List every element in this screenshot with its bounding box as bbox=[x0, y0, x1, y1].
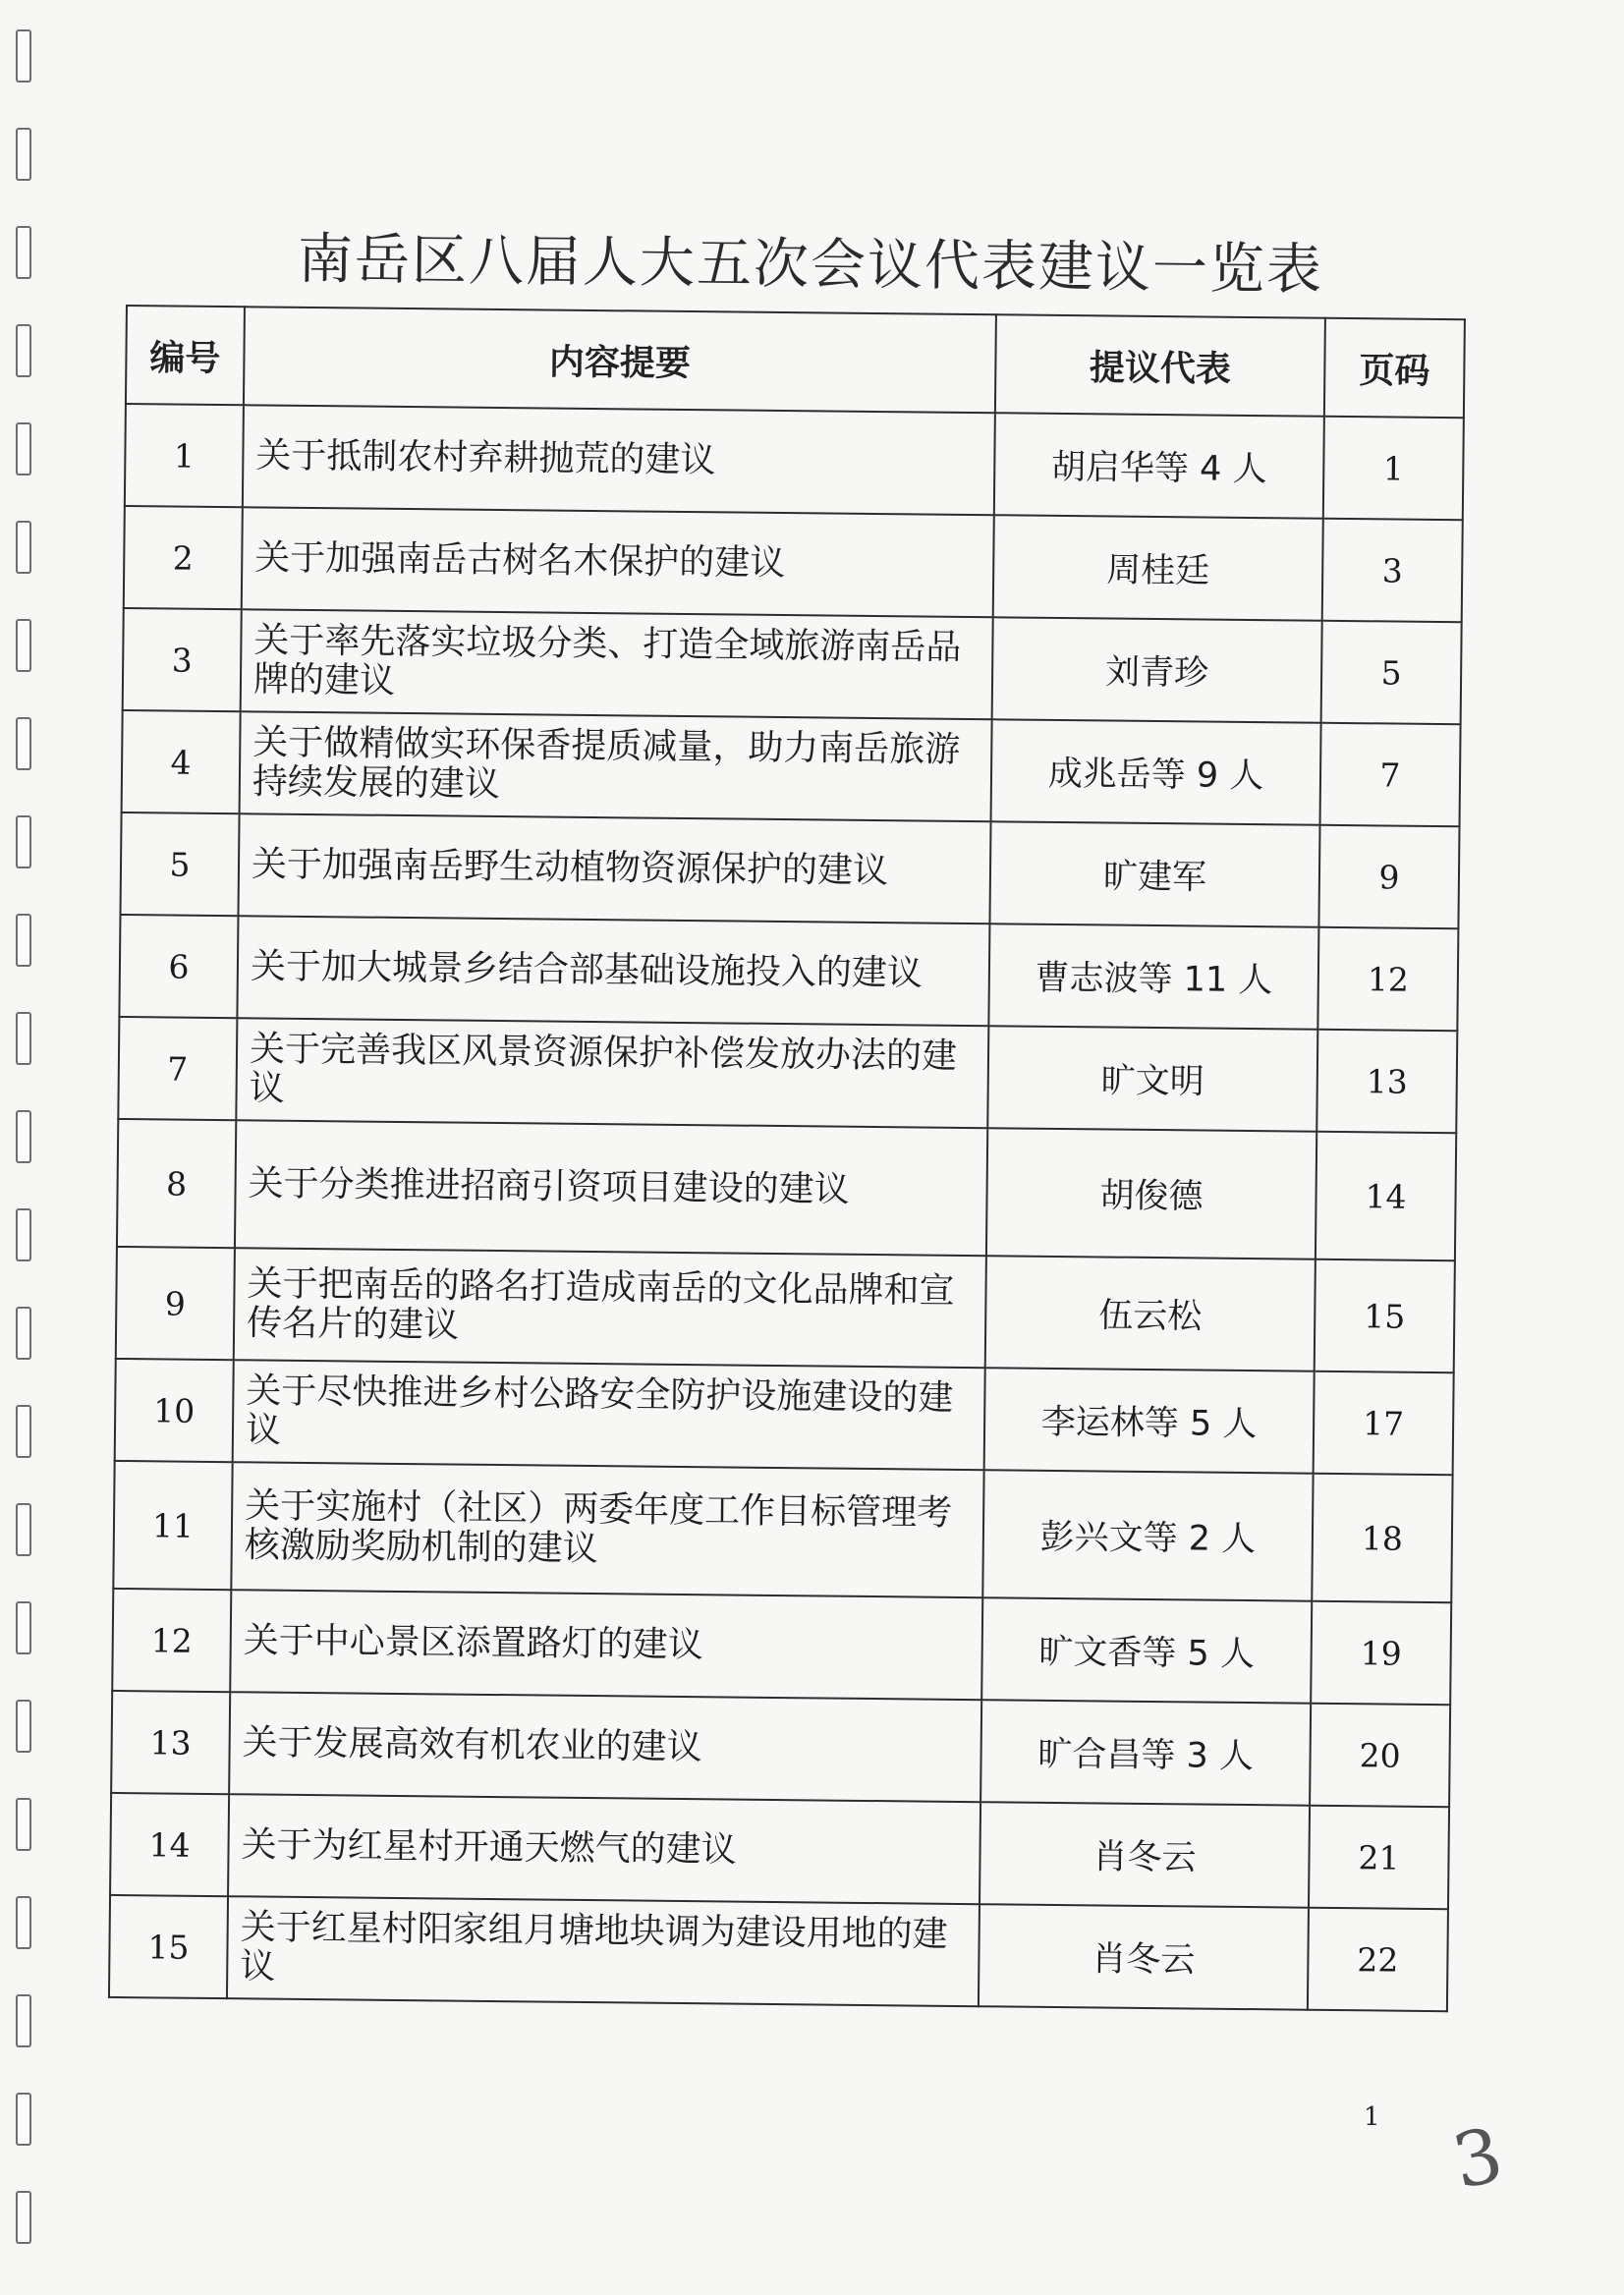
row-content: 关于加大城景乡结合部基础设施投入的建议 bbox=[237, 916, 989, 1026]
row-page: 7 bbox=[1320, 723, 1461, 826]
row-content: 关于分类推进招商引资项目建设的建议 bbox=[235, 1120, 987, 1256]
table-header-row bbox=[126, 306, 1465, 418]
row-content: 关于加强南岳野生动植物资源保护的建议 bbox=[238, 813, 990, 924]
row-representative: 伍云松 bbox=[985, 1256, 1316, 1371]
row-page: 19 bbox=[1311, 1601, 1451, 1705]
page-number: 1 bbox=[1364, 2102, 1380, 2132]
row-page: 14 bbox=[1316, 1132, 1456, 1260]
row-representative: 周桂廷 bbox=[993, 515, 1323, 621]
row-page: 20 bbox=[1310, 1704, 1450, 1807]
row-representative: 刘青珍 bbox=[992, 617, 1322, 723]
row-number: 14 bbox=[110, 1793, 229, 1896]
row-page: 12 bbox=[1317, 927, 1458, 1031]
table-row bbox=[123, 608, 1462, 724]
row-number: 13 bbox=[111, 1691, 230, 1794]
header-page: 页码 bbox=[1324, 318, 1465, 418]
row-page: 13 bbox=[1316, 1030, 1457, 1133]
proposal-table bbox=[108, 305, 1466, 2012]
row-page: 3 bbox=[1322, 519, 1463, 622]
table-row bbox=[117, 1119, 1456, 1260]
row-representative: 旷文香等 5 人 bbox=[981, 1597, 1312, 1704]
row-representative: 旷文明 bbox=[987, 1026, 1317, 1132]
table-row bbox=[111, 1691, 1450, 1807]
row-page: 5 bbox=[1321, 621, 1462, 724]
row-representative: 成兆岳等 9 人 bbox=[991, 719, 1321, 825]
row-number: 8 bbox=[117, 1119, 236, 1248]
row-representative: 曹志波等 11 人 bbox=[988, 924, 1318, 1030]
row-number: 11 bbox=[113, 1461, 232, 1590]
row-representative: 李运林等 5 人 bbox=[984, 1368, 1315, 1474]
row-number: 7 bbox=[118, 1017, 237, 1120]
row-number: 9 bbox=[116, 1247, 235, 1360]
table-row bbox=[115, 1359, 1454, 1475]
row-page: 15 bbox=[1315, 1259, 1455, 1372]
row-content: 关于做精做实环保香提质减量，助力南岳旅游持续发展的建议 bbox=[240, 711, 992, 821]
header-number: 编号 bbox=[126, 306, 245, 405]
row-representative: 彭兴文等 2 人 bbox=[982, 1470, 1313, 1601]
row-number: 4 bbox=[122, 710, 241, 813]
row-content: 关于把南岳的路名打造成南岳的文化品牌和宣传名片的建议 bbox=[234, 1248, 986, 1368]
header-representative: 提议代表 bbox=[995, 314, 1325, 417]
row-content: 关于发展高效有机农业的建议 bbox=[229, 1692, 981, 1802]
row-content: 关于为红星村开通天燃气的建议 bbox=[228, 1794, 980, 1904]
proposal-table-container bbox=[108, 305, 1466, 2012]
row-content: 关于加强南岳古树名木保护的建议 bbox=[242, 507, 994, 617]
table-row bbox=[116, 1247, 1455, 1372]
table-row bbox=[125, 404, 1464, 520]
row-number: 12 bbox=[112, 1589, 231, 1692]
row-content: 关于完善我区风景资源保护补偿发放办法的建议 bbox=[236, 1018, 988, 1128]
row-page: 18 bbox=[1312, 1474, 1452, 1602]
row-number: 15 bbox=[109, 1895, 228, 1998]
table-row bbox=[118, 1017, 1457, 1133]
row-content: 关于红星村阳家组月塘地块调为建设用地的建议 bbox=[227, 1896, 980, 2006]
table-row bbox=[120, 812, 1459, 928]
binding-holes bbox=[16, 29, 39, 2269]
row-content: 关于尽快推进乡村公路安全防护设施建设的建议 bbox=[233, 1360, 985, 1470]
table-row bbox=[113, 1461, 1452, 1602]
row-representative: 胡俊德 bbox=[986, 1128, 1316, 1259]
row-page: 22 bbox=[1308, 1908, 1448, 2011]
table-row bbox=[109, 1895, 1448, 2011]
row-content: 关于抵制农村弃耕抛荒的建议 bbox=[243, 405, 995, 515]
row-representative: 胡启华等 4 人 bbox=[994, 413, 1324, 519]
row-representative: 肖冬云 bbox=[979, 1904, 1309, 2010]
row-representative: 肖冬云 bbox=[980, 1802, 1310, 1908]
row-number: 5 bbox=[120, 812, 239, 916]
header-content: 内容提要 bbox=[244, 307, 996, 413]
row-representative: 旷合昌等 3 人 bbox=[980, 1700, 1311, 1806]
table-row bbox=[112, 1589, 1451, 1705]
page-title: 南岳区八届人大五次会议代表建议一览表 bbox=[297, 227, 1324, 303]
row-content: 关于率先落实垃圾分类、打造全域旅游南岳品牌的建议 bbox=[241, 609, 993, 719]
table-row bbox=[122, 710, 1461, 826]
row-page: 9 bbox=[1318, 825, 1459, 928]
row-number: 10 bbox=[115, 1359, 234, 1462]
row-number: 6 bbox=[119, 915, 238, 1018]
row-page: 17 bbox=[1314, 1371, 1454, 1475]
row-page: 21 bbox=[1309, 1806, 1449, 1909]
table-row bbox=[110, 1793, 1449, 1909]
table-row bbox=[124, 506, 1463, 622]
row-number: 3 bbox=[123, 608, 242, 711]
row-representative: 旷建军 bbox=[989, 821, 1319, 927]
handwritten-mark: 3 bbox=[1445, 2109, 1511, 2207]
table-row bbox=[119, 915, 1458, 1031]
row-content: 关于实施村（社区）两委年度工作目标管理考核激励奖励机制的建议 bbox=[231, 1462, 983, 1597]
row-page: 1 bbox=[1323, 417, 1464, 520]
row-content: 关于中心景区添置路灯的建议 bbox=[230, 1590, 982, 1700]
row-number: 2 bbox=[124, 506, 243, 609]
row-number: 1 bbox=[125, 404, 244, 507]
